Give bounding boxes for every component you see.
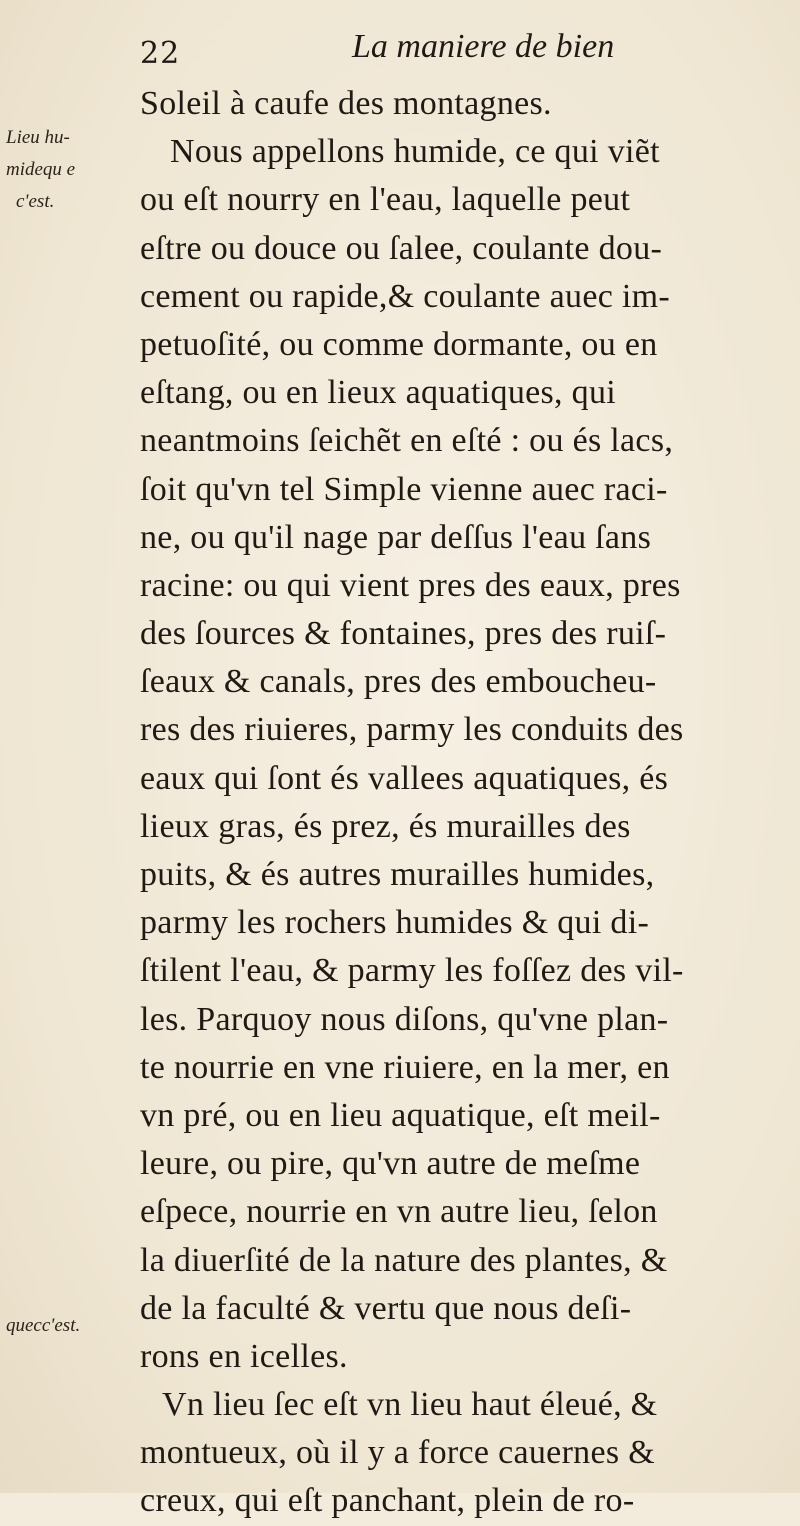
text-line: parmy les rochers humides & qui di- (140, 904, 650, 942)
text-line: des ſources & fontaines, pres des ruiſ- (140, 615, 667, 653)
text-line: eſtang, ou en lieux aquatiques, qui (140, 374, 616, 412)
text-line: puits, & és autres murailles humides, (140, 856, 655, 893)
text-line: ſeaux & canals, pres des emboucheu- (140, 663, 657, 701)
text-line: ſtilent l'eau, & parmy les foſſez des vil- (140, 952, 684, 990)
text-line: ne, ou qu'il nage par deſſus l'eau ſans (140, 518, 652, 556)
text-line: racine: ou qui vient pres des eaux, pres (140, 566, 681, 604)
margin-note: quecc'est. (6, 1315, 81, 1336)
text-line: petuoſité, ou comme dormante, ou en (140, 325, 658, 363)
running-head: La maniere de bien (352, 28, 615, 65)
text-line: neantmoins ſeichẽt en eſté : ou és lacs, (140, 422, 674, 460)
text-line: Nous appellons humide, ce qui viẽt (170, 133, 660, 171)
text-line: Vn lieu ſec eſt vn lieu haut éleué, & (162, 1386, 658, 1424)
text-line: creux, qui eſt panchant, plein de ro- (140, 1482, 635, 1520)
text-line: lieux gras, és prez, és murailles des (140, 807, 631, 845)
text-line: ou eſt nourry en l'eau, laquelle peut (140, 181, 631, 219)
text-line: montueux, où il y a force cauernes & (140, 1434, 655, 1472)
text-line: eſpece, nourrie en vn autre lieu, ſelon (140, 1193, 658, 1231)
text-line: eſtre ou douce ou ſalee, coulante dou- (140, 229, 663, 267)
text-line: eaux qui ſont és vallees aquatiques, és (140, 759, 669, 797)
text-line: rons en icelles. (140, 1337, 348, 1375)
text-line: res des riuieres, parmy les conduits des (140, 711, 684, 749)
page-header (140, 28, 780, 80)
text-line: les. Parquoy nous diſons, qu'vne plan- (140, 1000, 669, 1038)
text-line: cement ou rapide,& coulante auec im- (140, 277, 671, 315)
text-line: leure, ou pire, qu'vn autre de meſme (140, 1145, 641, 1183)
text-line: la diuerſité de la nature des plantes, & (140, 1241, 668, 1279)
text-line: te nourrie en vne riuiere, en la mer, en (140, 1048, 670, 1086)
body-text (140, 80, 790, 1526)
margin-note: Lieu hu- (6, 127, 70, 148)
page-number: 22 (140, 36, 181, 71)
text-line: ſoit qu'vn tel Simple vienne auec raci- (140, 470, 668, 508)
margin-note: c'est. (16, 191, 55, 212)
text-line: de la faculté & vertu que nous deſi- (140, 1289, 632, 1327)
text-line: Soleil à caufe des montagnes. (140, 85, 552, 122)
margin-note: midequ e (6, 159, 76, 180)
text-line: vn pré, ou en lieu aquatique, eſt meil- (140, 1096, 661, 1134)
